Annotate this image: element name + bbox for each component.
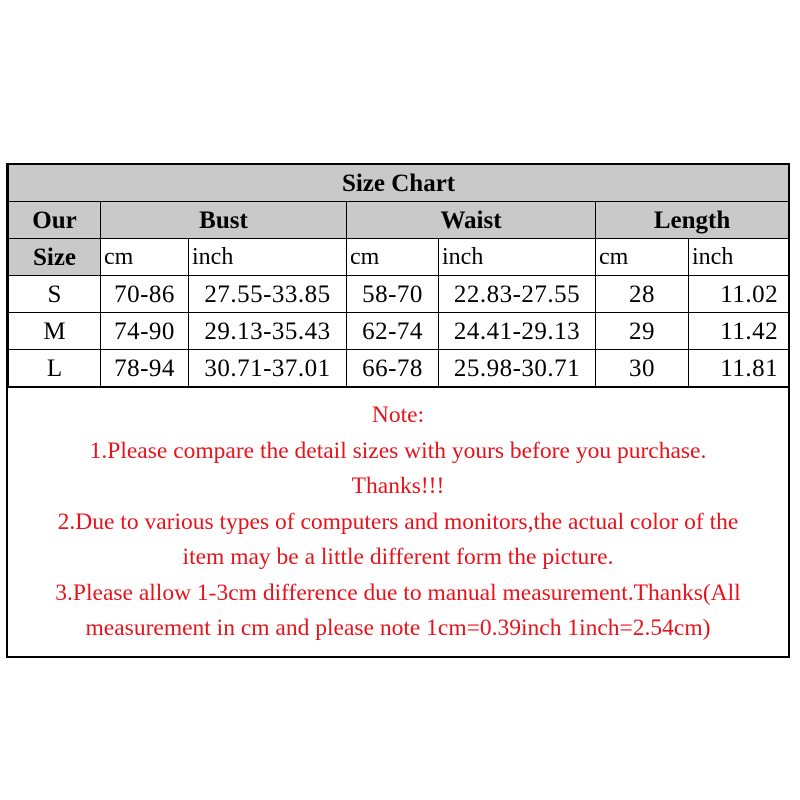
length-inch-cell: 11.02 <box>689 276 789 313</box>
bust-inch-cell: 30.71-37.01 <box>189 350 347 387</box>
bust-inch-cell: 27.55-33.85 <box>189 276 347 313</box>
waist-header: Waist <box>347 202 596 239</box>
note-3-line-1: 3.Please allow 1-3cm difference due to manual measurement.Thanks(All <box>55 579 741 606</box>
title-row <box>9 165 789 202</box>
waist-cm-cell: 66-78 <box>347 350 439 387</box>
chart-title: Size Chart <box>9 165 789 202</box>
length-cm-unit: cm <box>596 239 689 276</box>
bust-cm-cell: 70-86 <box>101 276 189 313</box>
waist-inch-cell: 22.83-27.55 <box>439 276 596 313</box>
note-3-line-2: measurement in cm and please note 1cm=0.39inch 1inch=2.54cm) <box>85 615 711 641</box>
length-header: Length <box>596 202 789 239</box>
bust-cm-unit: cm <box>101 239 189 276</box>
table-row <box>9 276 789 313</box>
length-cm-cell: 29 <box>596 313 689 350</box>
size-header-top: Our <box>9 202 101 239</box>
size-header-bottom: Size <box>9 239 101 276</box>
notes-heading: Note: <box>371 402 425 428</box>
waist-inch-cell: 25.98-30.71 <box>439 350 596 387</box>
table-row <box>9 313 789 350</box>
table-row <box>9 350 789 387</box>
bust-header: Bust <box>101 202 347 239</box>
note-2-line-1: 2.Due to various types of computers and monitors,the actual color of the <box>57 508 739 535</box>
size-cell: L <box>9 350 101 387</box>
length-cm-cell: 28 <box>596 276 689 313</box>
bust-inch-cell: 29.13-35.43 <box>189 313 347 350</box>
length-inch-unit: inch <box>689 239 789 276</box>
size-cell: S <box>9 276 101 313</box>
notes-section <box>8 387 788 656</box>
waist-cm-cell: 62-74 <box>347 313 439 350</box>
note-1-line-2: Thanks!!! <box>351 473 445 499</box>
header-row <box>9 202 789 239</box>
note-1-line-1: 1.Please compare the detail sizes with yours before you purchase. <box>89 437 707 464</box>
size-table <box>8 165 789 387</box>
waist-inch-unit: inch <box>439 239 596 276</box>
length-inch-cell: 11.81 <box>689 350 789 387</box>
size-chart <box>6 163 790 658</box>
bust-cm-cell: 74-90 <box>101 313 189 350</box>
unit-row <box>9 239 789 276</box>
note-2-line-2: item may be a little different form the picture. <box>182 544 614 570</box>
waist-cm-unit: cm <box>347 239 439 276</box>
length-inch-cell: 11.42 <box>689 313 789 350</box>
length-cm-cell: 30 <box>596 350 689 387</box>
bust-cm-cell: 78-94 <box>101 350 189 387</box>
size-cell: M <box>9 313 101 350</box>
waist-inch-cell: 24.41-29.13 <box>439 313 596 350</box>
waist-cm-cell: 58-70 <box>347 276 439 313</box>
bust-inch-unit: inch <box>189 239 347 276</box>
